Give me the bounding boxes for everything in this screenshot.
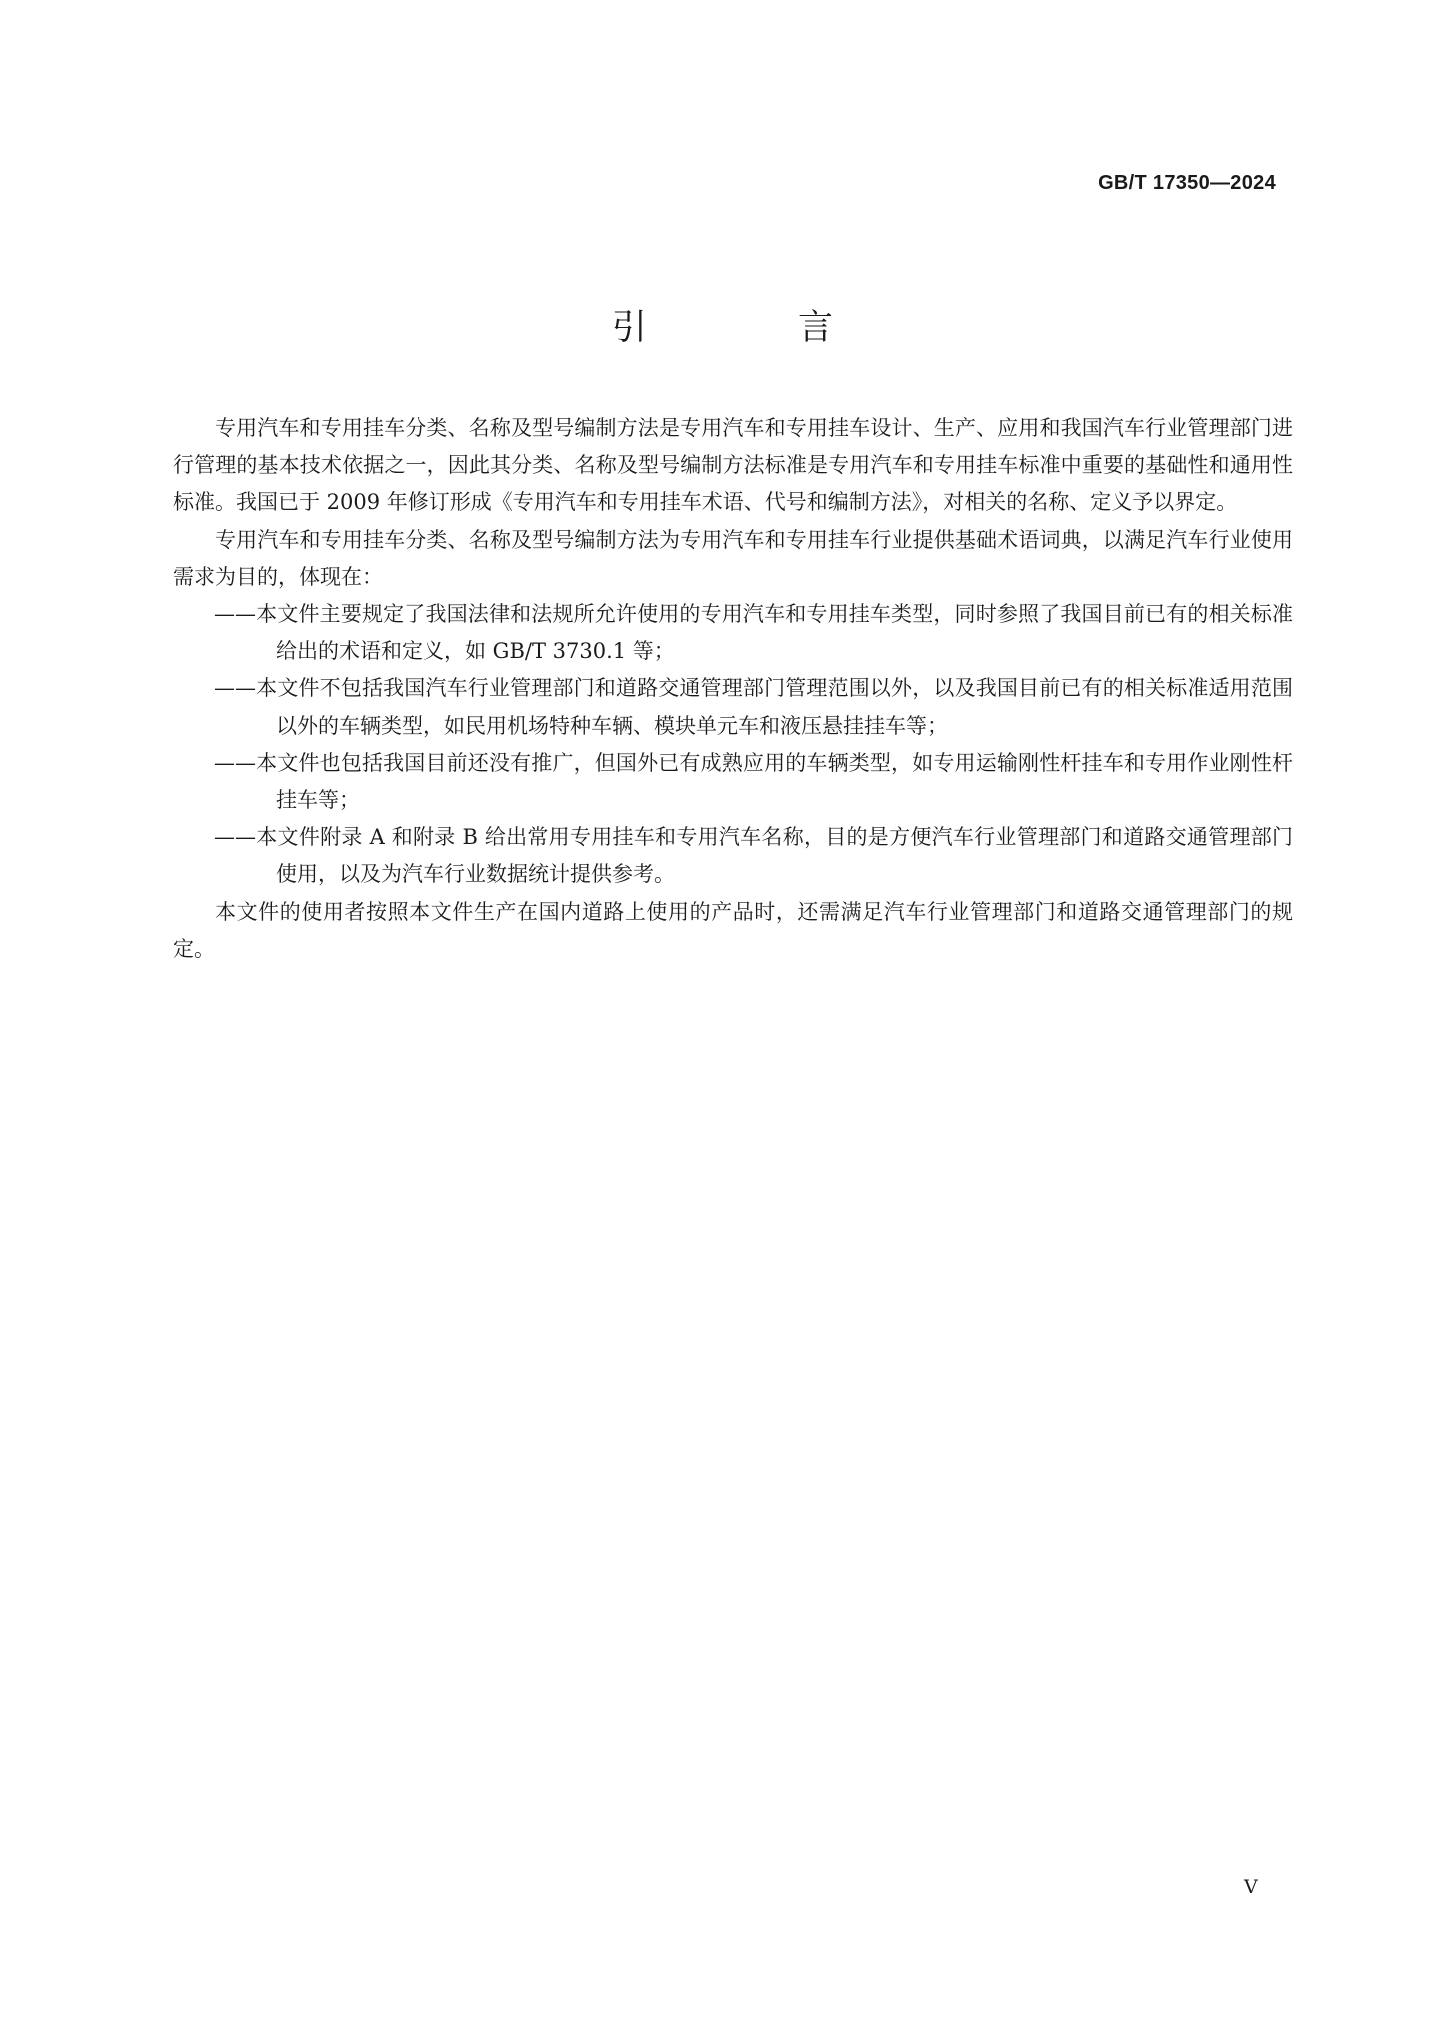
standard-code: GB/T 17350—2024 [1098,172,1276,194]
list-item: ——本文件主要规定了我国法律和法规所允许使用的专用汽车和专用挂车类型，同时参照了我国目前已有的相关标准给出的术语和定义，如 GB/T 3730.1 等； [214,602,1293,664]
paragraph: 专用汽车和专用挂车分类、名称及型号编制方法为专用汽车和专用挂车行业提供基础术语词典，以满足汽车行业使用需求为目的，体现在： [173,527,1293,589]
list-item: ——本文件不包括我国汽车行业管理部门和道路交通管理部门管理范围以外，以及我国目前已有的相关标准适用范围以外的车辆类型，如民用机场特种车辆、模块单元车和液压悬挂挂车等； [214,676,1293,738]
list-item: ——本文件附录 A 和附录 B 给出常用专用挂车和专用汽车名称，目的是方便汽车行业管理部门和道路交通管理部门使用，以及为汽车行业数据统计提供参考。 [214,825,1293,887]
list-item: ——本文件也包括我国目前还没有推广，但国外已有成熟应用的车辆类型，如专用运输刚性杆挂车和专用作业刚性杆挂车等； [214,750,1293,813]
page-number: V [1244,1876,1258,1898]
closing-paragraph: 本文件的使用者按照本文件生产在国内道路上使用的产品时，还需满足汽车行业管理部门和道路交通管理部门的规定。 [173,899,1293,961]
body-text [173,410,1293,968]
page-title: 引 言 [611,308,904,348]
paragraph: 专用汽车和专用挂车分类、名称及型号编制方法是专用汽车和专用挂车设计、生产、应用和我国汽车行业管理部门进行管理的基本技术依据之一，因此其分类、名称及型号编制方法标准是专用汽车和专用挂车标准中重要的基础性和通用性标准。我国已于 2009 年修订形成《专用汽车和专用挂车术语、代号和编制方法》，对相关的名称、定义予以界定。 [173,416,1293,515]
